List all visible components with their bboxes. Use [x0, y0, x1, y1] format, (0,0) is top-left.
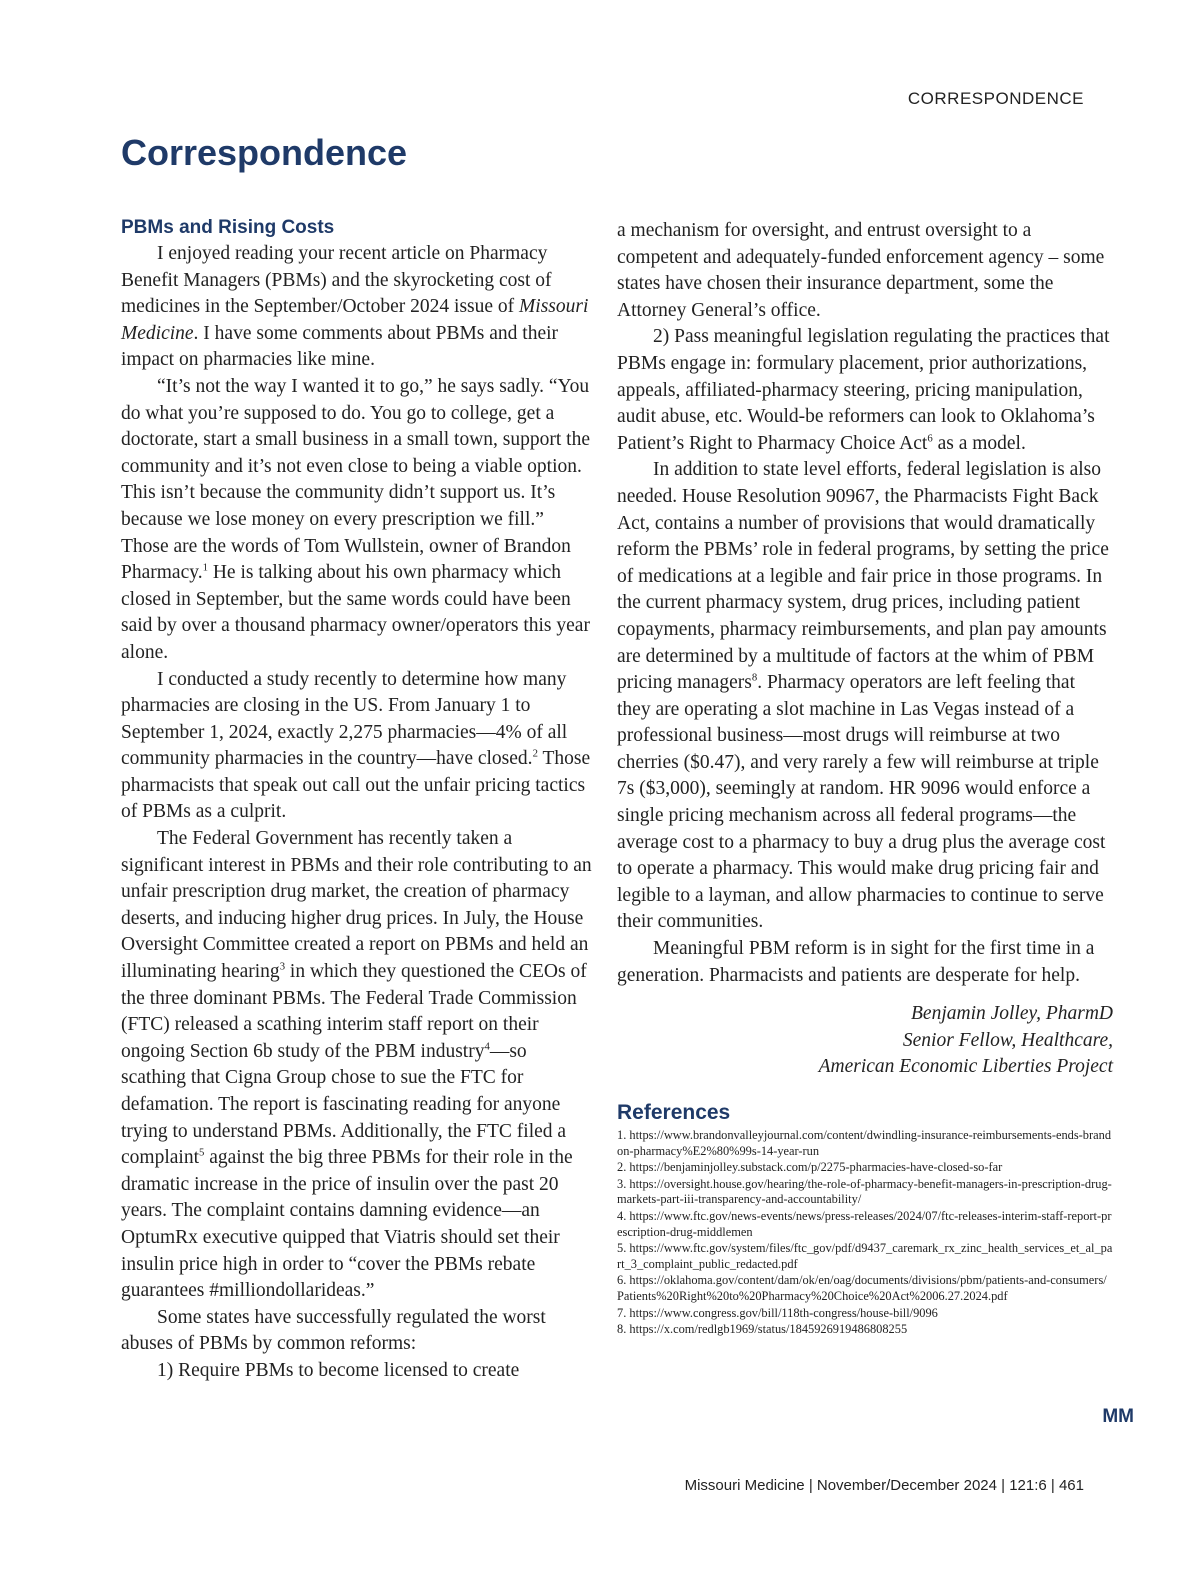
footnote-ref-3: 3 [279, 960, 286, 973]
journal-name: Missouri Medicine [121, 296, 589, 344]
footnote-ref-6: 6 [927, 432, 933, 445]
signature-name: Benjamin Jolley, PharmD [911, 1003, 1113, 1025]
reference-item: 1. https://www.brandonvalleyjournal.com/content/dwindling-insurance-reimbursements-ends-brandon-pharmacy%E2%80%99s-14-year-run [617, 1128, 1112, 1158]
footnote-ref-5: 5 [198, 1146, 205, 1159]
paragraph-8: In addition to state level efforts, federal legislation is also needed. House Resolution 90967, the Pharmacists Fight Back Act, contains a number of provisions that would dramatically reform the PBMs’ role in federal programs, by setting the price of medications at a legible and fair price in those programs. In the current pharmacy system, drug prices, including patient copayments, pharmacy reimbursements, and plan pay amounts are determined by a multitude of factors at the whim of PBM pricing managers$^8$. Pharmacy operators are left feeling that they are operating a slot machine in Las Vegas instead of a professional business—most drugs will reimburse at two cherries ($0.47), and very rarely a few will reimburse at triple 7s ($3,000), seemingly at random. HR 9096 would enforce a single pricing mechanism across all federal programs—the average cost to a pharmacy to buy a drug plus the average cost to operate a pharmacy. This would make drug pricing fair and legible to a layman, and allow pharmacies to continue to serve their communities. [617, 459, 1109, 933]
footnote-ref-1: 1 [202, 561, 208, 574]
reference-item: 5. https://www.ftc.gov/system/files/ftc_gov/pdf/d9437_caremark_rx_zinc_health_services_et_al_part_3_complaint_public_redacted.pdf [617, 1241, 1113, 1271]
reference-item: 6. https://oklahoma.gov/content/dam/ok/en/oag/documents/divisions/pbm/patients-and-consumers/Patients%20Right%20to%20Pharmacy%20Choice%20Act%2006.27.2024.pdf [617, 1273, 1107, 1303]
page-footer: Missouri Medicine | November/December 2024 | 121:6 | 461 [684, 1477, 1084, 1494]
reference-item: 3. https://oversight.house.gov/hearing/the-role-of-pharmacy-benefit-managers-in-prescription-drug-markets-part-iii-transparency-and-accountability/ [617, 1176, 1112, 1207]
paragraph-5: Some states have successfully regulated the worst abuses of PBMs by common reforms: [121, 1306, 546, 1355]
reference-item: 4. https://www.ftc.gov/news-events/news/press-releases/2024/07/ftc-releases-interim-staff-report-prescription-drug-middlemen [617, 1208, 1112, 1239]
paragraph-7: 2) Pass meaningful legislation regulating the practices that PBMs engage in: formulary placement, prior authorizations, appeals, affiliated-pharmacy steering, pricing manipulation, audit abuse, etc. Would-be reformers can look to Oklahoma’s Patient’s Right to Pharmacy Choice Act$^6$ as a model. [617, 326, 1110, 454]
mm-logo: MM [1102, 1406, 1134, 1427]
paragraph-4: The Federal Government has recently taken a significant interest in PBMs and their role contributing to an unfair prescription drug market, the creation of pharmacy deserts, and inducing higher drug prices. In July, the House Oversight Committee created a report on PBMs and held an illuminating hearing$^3$ in which they questioned the CEOs of the three dominant PBMs. The Federal Trade Commission (FTC) released a scathing interim staff report on their ongoing Section 6b study of the PBM industry$^4$—so scathing that Cigna Group chose to sue the FTC for defamation. The report is fascinating reading for anyone trying to understand PBMs. Additionally, the FTC filed a complaint$^5$ against the big three PBMs for their role in the dramatic increase in the price of insulin over the past 20 years. The complaint contains damning evidence—an OptumRx executive quipped that Viatris should set their insulin price high in order to “cover the PBMs rebate guarantees #milliondollarideas.” [121, 828, 592, 1302]
paragraph-2: “It’s not the way I wanted it to go,” he says sadly. “You do what you’re supposed to do. You go to college, get a doctorate, start a small business in a small town, support the community and it’s not even close to being a viable option. This isn’t because the community didn’t support us. It’s because we lose money on every prescription we fill.” Those are the words of Tom Wullstein, owner of Brandon Pharmacy.$^1$ He is talking about his own pharmacy which closed in September, but the same words could have been said by over a thousand pharmacy owner/operators this year alone. [121, 375, 590, 663]
page-title: Correspondence [121, 132, 408, 173]
letter-subhead: PBMs and Rising Costs [121, 217, 335, 238]
paragraph-3: I conducted a study recently to determine how many pharmacies are closing in the US. From January 1 to September 1, 2024, exactly 2,275 pharmacies—4% of all community pharmacies in the country—have closed.$^2$ Those pharmacists that speak out call out the unfair pricing tactics of PBMs as a culprit. [121, 668, 591, 823]
footnote-ref-8: 8 [751, 671, 758, 684]
references-list [617, 1128, 1113, 1338]
running-head: CORRESPONDENCE [907, 89, 1084, 108]
reference-item: 8. https://x.com/redlgb1969/status/1845926919486808255 [617, 1322, 908, 1337]
references-section [617, 1101, 1113, 1338]
paragraph-6-start: 1) Require PBMs to become licensed to create [157, 1359, 520, 1381]
right-column [617, 218, 1113, 1339]
reference-item: 2. https://benjaminjolley.substack.com/p/2275-pharmacies-have-closed-so-far [617, 1160, 1003, 1175]
footnote-ref-2: 2 [532, 747, 538, 760]
paragraph-9: Meaningful PBM reform is in sight for the first time in a generation. Pharmacists and patients are desperate for help. [617, 938, 1095, 986]
reference-item: 7. https://www.congress.gov/bill/118th-congress/house-bill/9096 [617, 1305, 938, 1320]
paragraph-1: I enjoyed reading your recent article on Pharmacy Benefit Managers (PBMs) and the skyrocketing cost of medicines in the September/October 2024 issue of Missouri Medicine. I have some comments about PBMs and their impact on pharmacies like mine. [121, 243, 589, 371]
signature-org: American Economic Liberties Project [818, 1056, 1113, 1078]
left-column [121, 215, 593, 1385]
signature [617, 1001, 1113, 1081]
paragraph-6-continued: a mechanism for oversight, and entrust oversight to a competent and adequately-funded enforcement agency – some states have chosen their insurance department, some the Attorney General’s office. [617, 220, 1105, 321]
signature-title: Senior Fellow, Healthcare, [902, 1029, 1113, 1051]
references-heading: References [617, 1101, 731, 1124]
footnote-ref-4: 4 [484, 1040, 490, 1053]
